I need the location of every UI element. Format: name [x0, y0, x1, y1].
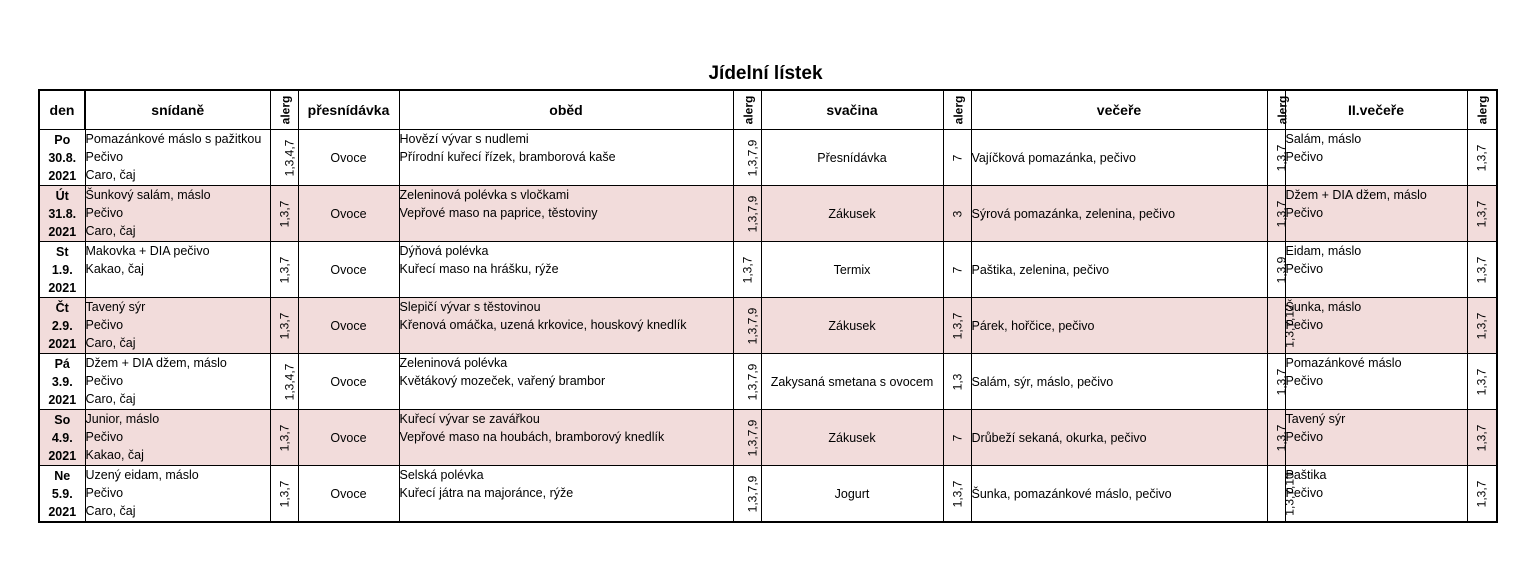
table-row [39, 466, 1497, 522]
svacina-cell: Zákusek [761, 186, 943, 242]
snidane-cell [85, 186, 270, 242]
vecere2-alerg: 1,3,7 [1467, 242, 1497, 298]
obed-cell [399, 242, 733, 298]
snidane-line: Makovka + DIA pečivo [85, 244, 210, 259]
snidane-line: Šunkový salám, máslo [85, 188, 211, 203]
vecere2-line: Šunka, máslo [1285, 300, 1362, 315]
vecere2-alerg: 1,3,7 [1467, 298, 1497, 354]
vecere2-cell [1285, 466, 1467, 522]
vecere2-cell [1285, 298, 1467, 354]
obed-cell [399, 410, 733, 466]
day-year: 2021 [48, 392, 77, 407]
presnidavka-cell: Ovoce [298, 298, 399, 354]
obed-line: Kuřecí vývar se zavářkou [399, 412, 540, 427]
vecere-cell: Párek, hořčice, pečivo [971, 298, 1267, 354]
vecere2-line: Pečivo [1285, 318, 1324, 333]
obed-cell [399, 186, 733, 242]
day-year: 2021 [48, 280, 77, 295]
vecere-cell: Šunka, pomazánkové máslo, pečivo [971, 466, 1267, 522]
day-year: 2021 [48, 504, 77, 519]
obed-alerg: 1,3,7,9 [733, 466, 761, 522]
vecere2-line: Pečivo [1285, 262, 1324, 277]
vecere-cell: Salám, sýr, máslo, pečivo [971, 354, 1267, 410]
svacina-cell: Termix [761, 242, 943, 298]
snidane-line: Kakao, čaj [85, 262, 144, 277]
table-row [39, 298, 1497, 354]
snidane-alerg: 1,3,4,7 [270, 130, 298, 186]
vecere2-line: Tavený sýr [1285, 412, 1346, 427]
svacina-cell: Zákusek [761, 410, 943, 466]
day-date: 31.8. [48, 206, 77, 221]
snidane-alerg: 1,3,7 [270, 186, 298, 242]
obed-alerg: 1,3,7,9 [733, 130, 761, 186]
obed-cell [399, 466, 733, 522]
vecere-cell: Sýrová pomazánka, zelenina, pečivo [971, 186, 1267, 242]
obed-line: Dýňová polévka [399, 244, 489, 259]
vecere-alerg: 1,3,7 [1267, 130, 1285, 186]
table-row [39, 354, 1497, 410]
vecere2-line: Eidam, máslo [1285, 244, 1362, 259]
day-cell [39, 130, 85, 186]
header-snidane: snídaně [85, 90, 270, 130]
obed-line: Přírodní kuřecí řízek, bramborová kaše [399, 150, 616, 164]
obed-line: Zeleninová polévka [399, 356, 508, 371]
obed-cell [399, 130, 733, 186]
snidane-alerg: 1,3,4,7 [270, 354, 298, 410]
snidane-cell [85, 298, 270, 354]
obed-alerg: 1,3,7 [733, 242, 761, 298]
vecere2-line: Pečivo [1285, 430, 1324, 445]
vecere-alerg: 1,3,7 [1267, 354, 1285, 410]
vecere-alerg: 1,3,9 [1267, 242, 1285, 298]
presnidavka-cell: Ovoce [298, 354, 399, 410]
snidane-line: Džem + DIA džem, máslo [85, 356, 227, 371]
vecere-alerg: 1,3,7 [1267, 186, 1285, 242]
table-row [39, 242, 1497, 298]
header-den: den [39, 90, 85, 130]
page-title: Jídelní lístek [708, 63, 823, 84]
vecere2-cell [1285, 130, 1467, 186]
svacina-cell: Přesnídávka [761, 130, 943, 186]
snidane-line: Junior, máslo [85, 412, 160, 427]
header-presnidavka: přesnídávka [298, 90, 399, 130]
vecere-alerg: 1,3,7,12 [1267, 298, 1285, 354]
table-row [39, 130, 1497, 186]
day-name: Po [54, 132, 71, 147]
header-alerg-obed: alerg [733, 90, 761, 130]
snidane-line: Pečivo [85, 318, 124, 333]
obed-alerg: 1,3,7,9 [733, 354, 761, 410]
table-row [39, 410, 1497, 466]
obed-cell [399, 298, 733, 354]
snidane-line: Caro, čaj [85, 168, 136, 182]
day-name: Pá [54, 356, 70, 371]
snidane-cell [85, 130, 270, 186]
snidane-line: Caro, čaj [85, 392, 136, 407]
day-cell [39, 354, 85, 410]
snidane-line: Pomazánkové máslo s pažitkou [85, 132, 262, 146]
snidane-line: Uzený eidam, máslo [85, 468, 199, 483]
menu-table [38, 89, 1498, 523]
svacina-cell: Zákusek [761, 298, 943, 354]
snidane-line: Pečivo [85, 374, 124, 389]
vecere2-alerg: 1,3,7 [1467, 186, 1497, 242]
day-date: 2.9. [51, 318, 73, 333]
snidane-alerg: 1,3,7 [270, 298, 298, 354]
obed-alerg: 1,3,7,9 [733, 186, 761, 242]
vecere2-line: Pečivo [1285, 374, 1324, 389]
day-name: Ne [54, 468, 71, 483]
vecere2-line: Paštika [1285, 468, 1327, 483]
snidane-cell [85, 354, 270, 410]
snidane-cell [85, 466, 270, 522]
svacina-alerg: 1,3,7 [943, 466, 971, 522]
vecere2-alerg: 1,3,7 [1467, 354, 1497, 410]
presnidavka-cell: Ovoce [298, 130, 399, 186]
snidane-line: Caro, čaj [85, 224, 136, 239]
obed-alerg: 1,3,7,9 [733, 410, 761, 466]
day-year: 2021 [48, 224, 77, 239]
obed-line: Vepřové maso na houbách, bramborový knedlík [399, 430, 665, 445]
day-date: 1.9. [51, 262, 73, 277]
presnidavka-cell: Ovoce [298, 186, 399, 242]
svacina-alerg: 3 [943, 186, 971, 242]
vecere-cell: Vajíčková pomazánka, pečivo [971, 130, 1267, 186]
obed-cell [399, 354, 733, 410]
day-year: 2021 [48, 168, 77, 183]
day-year: 2021 [48, 448, 77, 463]
obed-line: Zeleninová polévka s vločkami [399, 188, 570, 203]
vecere-cell: Drůbeží sekaná, okurka, pečivo [971, 410, 1267, 466]
obed-line: Kuřecí maso na hrášku, rýže [399, 262, 559, 277]
snidane-line: Pečivo [85, 486, 124, 501]
vecere-alerg: 1,3,7 [1267, 410, 1285, 466]
vecere2-line: Salám, máslo [1285, 132, 1362, 146]
snidane-line: Pečivo [85, 206, 124, 221]
obed-line: Květákový mozeček, vařený brambor [399, 374, 606, 389]
presnidavka-cell: Ovoce [298, 242, 399, 298]
svacina-cell: Jogurt [761, 466, 943, 522]
vecere2-line: Džem + DIA džem, máslo [1285, 188, 1427, 203]
header-row [39, 90, 1497, 130]
header-vecere2: II.večeře [1285, 90, 1467, 130]
svacina-alerg: 7 [943, 242, 971, 298]
presnidavka-cell: Ovoce [298, 410, 399, 466]
vecere-alerg: 1,3,7,10 [1267, 466, 1285, 522]
vecere2-cell [1285, 410, 1467, 466]
vecere2-cell [1285, 186, 1467, 242]
snidane-line: Pečivo [85, 150, 124, 164]
vecere2-cell [1285, 242, 1467, 298]
snidane-line: Tavený sýr [85, 300, 146, 315]
svacina-alerg: 1,3,7 [943, 298, 971, 354]
snidane-line: Caro, čaj [85, 336, 136, 351]
snidane-alerg: 1,3,7 [270, 410, 298, 466]
vecere-cell: Paštika, zelenina, pečivo [971, 242, 1267, 298]
snidane-cell [85, 410, 270, 466]
vecere2-alerg: 1,3,7 [1467, 466, 1497, 522]
svacina-alerg: 1,3 [943, 354, 971, 410]
presnidavka-cell: Ovoce [298, 466, 399, 522]
header-vecere: večeře [971, 90, 1267, 130]
header-alerg-snidane: alerg [270, 90, 298, 130]
snidane-alerg: 1,3,7 [270, 242, 298, 298]
obed-alerg: 1,3,7,9 [733, 298, 761, 354]
day-cell [39, 410, 85, 466]
day-date: 5.9. [51, 486, 73, 501]
obed-line: Křenová omáčka, uzená krkovice, houskový knedlík [399, 318, 687, 333]
day-date: 4.9. [51, 430, 73, 445]
snidane-cell [85, 242, 270, 298]
obed-line: Vepřové maso na paprice, těstoviny [399, 206, 598, 221]
snidane-line: Pečivo [85, 430, 124, 445]
obed-line: Selská polévka [399, 468, 484, 483]
svacina-cell: Zakysaná smetana s ovocem [761, 354, 943, 410]
day-cell [39, 186, 85, 242]
day-date: 3.9. [51, 374, 73, 389]
obed-line: Hovězí vývar s nudlemi [399, 132, 529, 146]
day-year: 2021 [48, 336, 77, 351]
obed-line: Kuřecí játra na majoránce, rýže [399, 486, 574, 501]
vecere2-line: Pečivo [1285, 206, 1324, 221]
snidane-line: Kakao, čaj [85, 448, 144, 463]
header-alerg-svacina: alerg [943, 90, 971, 130]
header-svacina: svačina [761, 90, 943, 130]
day-cell [39, 466, 85, 522]
obed-line: Slepičí vývar s těstovinou [399, 300, 541, 315]
day-date: 30.8. [48, 150, 77, 165]
snidane-alerg: 1,3,7 [270, 466, 298, 522]
day-cell [39, 242, 85, 298]
header-alerg-vecere2: alerg [1467, 90, 1497, 130]
snidane-line: Caro, čaj [85, 504, 136, 519]
day-cell [39, 298, 85, 354]
svacina-alerg: 7 [943, 130, 971, 186]
day-name: Út [55, 188, 69, 203]
header-alerg-vecere: alerg [1267, 90, 1285, 130]
vecere2-line: Pečivo [1285, 150, 1324, 164]
day-name: Čt [55, 300, 69, 315]
vecere2-cell [1285, 354, 1467, 410]
header-obed: oběd [399, 90, 733, 130]
day-name: So [54, 412, 71, 427]
table-row [39, 186, 1497, 242]
vecere2-line: Pečivo [1285, 486, 1324, 501]
day-name: St [56, 244, 69, 259]
vecere2-alerg: 1,3,7 [1467, 410, 1497, 466]
svacina-alerg: 7 [943, 410, 971, 466]
vecere2-alerg: 1,3,7 [1467, 130, 1497, 186]
vecere2-line: Pomazánkové máslo [1285, 356, 1402, 371]
